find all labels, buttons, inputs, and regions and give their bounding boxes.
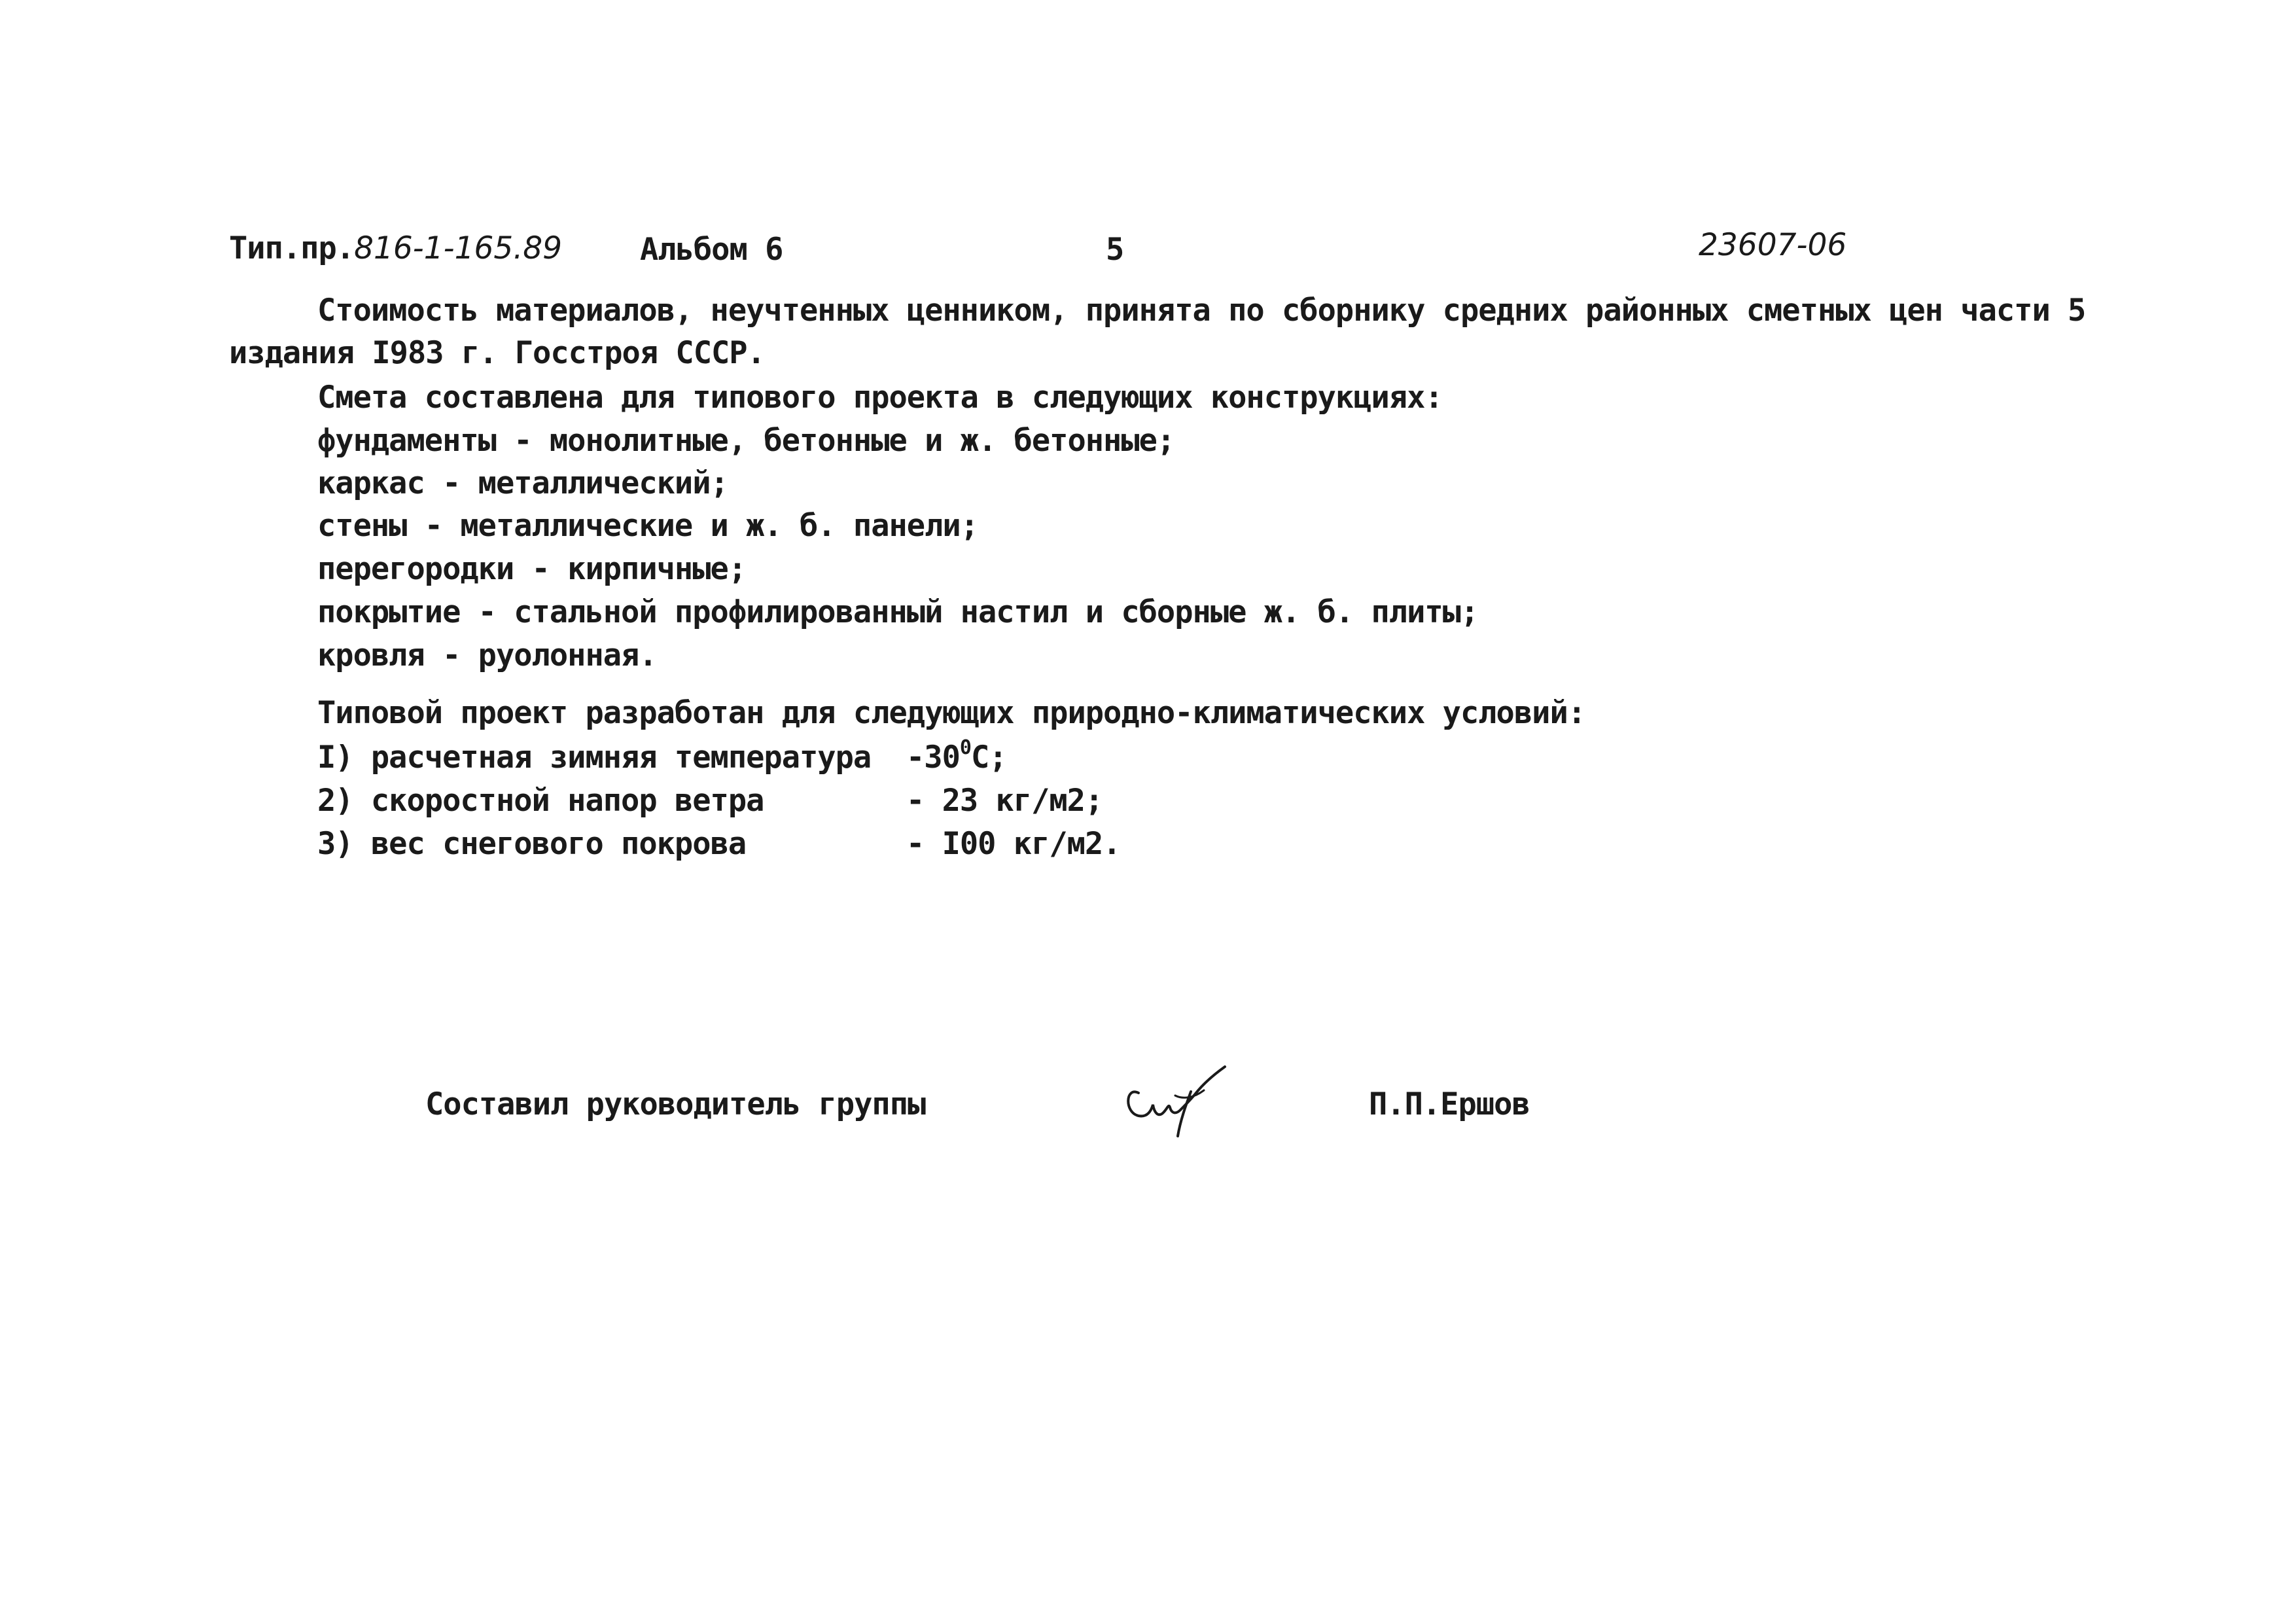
construction-walls: стены - металлические и ж. б. панели; [317, 508, 978, 544]
climate-param-value-2: - 23 кг/м2; [906, 783, 1103, 819]
type-project-prefix: Тип.пр. [229, 230, 355, 266]
signoff-name: П.П.Ершов [1369, 1086, 1530, 1122]
document-code: 23607-06 [1699, 227, 1847, 263]
project-number: 816-1-165.89 [354, 230, 563, 266]
climate-param-value-3: - I00 кг/м2. [906, 826, 1121, 862]
album-label: Альбом 6 [640, 232, 783, 268]
climate-param-label-1: I) расчетная зимняя температура [317, 740, 872, 776]
climate-param-label-2: 2) скоростной напор ветра [317, 783, 764, 819]
cost-paragraph-line-2: издания I983 г. Госстроя СССР. [229, 335, 765, 371]
construction-roof-covering: кровля - руолонная. [317, 637, 657, 673]
temperature-value: -30 [906, 740, 960, 776]
page-number: 5 [1106, 232, 1124, 268]
construction-foundations: фундаменты - монолитные, бетонные и ж. бетонные; [317, 423, 1175, 459]
handwritten-signature [1112, 1047, 1243, 1145]
climate-param-value-1 [906, 738, 1007, 777]
construction-roofing: покрытие - стальной профилированный настил и сборные ж. б. плиты; [317, 594, 1479, 630]
temperature-unit: С; [970, 740, 1007, 776]
header-prefix [229, 229, 562, 268]
estimate-intro: Смета составлена для типового проекта в следующих конструкциях: [317, 380, 1443, 416]
degree-symbol: 0 [959, 736, 971, 760]
cost-paragraph-line-1: Стоимость материалов, неучтенных ценником, принята по сборнику средних районных сметных цен части 5 [317, 293, 2086, 329]
climate-param-label-3: 3) вес снегового покрова [317, 826, 747, 862]
construction-frame: каркас - металлический; [317, 465, 728, 501]
construction-partitions: перегородки - кирпичные; [317, 551, 747, 587]
signoff-role: Составил руководитель группы [425, 1086, 926, 1122]
climate-intro: Типовой проект разработан для следующих природно-климатических условий: [317, 695, 1586, 731]
